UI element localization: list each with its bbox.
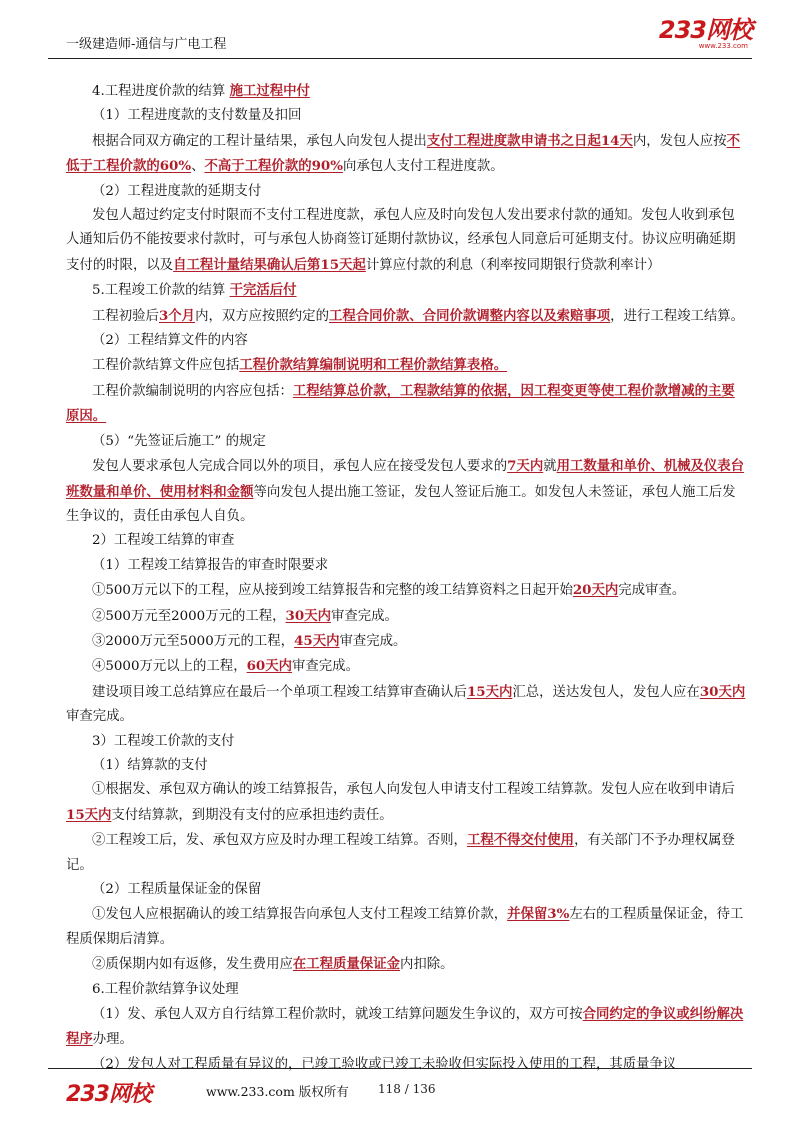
- section-heading: 5.工程竣工价款的结算 干完活后付: [92, 282, 297, 299]
- logo-text: 233网校: [658, 16, 752, 44]
- document-body: [66, 79, 746, 1077]
- subheading: （2）工程结算文件的内容: [92, 333, 248, 349]
- paragraph: 建设项目竣工总结算应在最后一个单项工程竣工结算审查确认后15天内汇总，送达发包人，发包人应在30天内审查完成。: [66, 683, 746, 725]
- paragraph: （1）发、承包人双方自行结算工程价款时，就竣工结算问题发生争议的，双方可按合同约定的争议或纠纷解决程序办理。: [66, 1006, 744, 1048]
- list-item: ②500万元至2000万元的工程，30天内审查完成。: [92, 607, 398, 624]
- subheading: （1）结算款的支付: [92, 757, 208, 773]
- list-item: ③2000万元至5000万元的工程，45天内审查完成。: [92, 632, 407, 649]
- paragraph: 工程初验后3个月内，双方应按照约定的工程合同价款、合同价款调整内容以及索赔事项，进行工程竣工结算。: [92, 307, 745, 324]
- section-heading: 4.工程进度价款的结算 施工过程中付: [92, 83, 310, 99]
- brand-logo: [659, 18, 752, 50]
- paragraph: ②质保期内如有返修，发生费用应在工程质量保证金内扣除。: [92, 956, 454, 973]
- paragraph: 工程价款结算文件应包括工程价款结算编制说明和工程价款结算表格。: [92, 357, 508, 374]
- subheading: （2）工程进度款的延期支付: [92, 183, 262, 199]
- subheading: （1）工程进度款的支付数量及扣回: [92, 108, 302, 124]
- page-header: [48, 16, 752, 59]
- paragraph: ①根据发、承包双方确认的竣工结算报告，承包人向发包人申请支付工程竣工结算款。发包人应在收到申请后15天内支付结算款，到期没有支付的应承担违约责任。: [66, 782, 735, 823]
- paragraph: ②工程竣工后，发、承包双方应及时办理工程竣工结算。否则，工程不得交付使用，有关部门不予办理权属登记。: [66, 832, 735, 873]
- section-heading: 3）工程竣工价款的支付: [92, 733, 235, 749]
- footer-copyright: www.233.com 版权所有: [206, 1084, 349, 1099]
- list-item: ④5000万元以上的工程，60天内审查完成。: [92, 658, 359, 675]
- paragraph: 发包人超过约定支付时限而不支付工程进度款，承包人应及时向发包人发出要求付款的通知。发包人收到承包人通知后仍不能按要求付款时，可与承包人协商签订延期付款协议，经承包人同意后可延期支付。协议应明确延期支付的时限，以及自工程计量结果确认后第15天起计算应付款的利息（利率按同期银行贷款利率计）: [66, 208, 736, 273]
- header-title: 一级建造师-通信与广电工程: [66, 37, 227, 52]
- section-heading: 2）工程竣工结算的审查: [92, 533, 235, 549]
- subheading: （2）工程质量保证金的保留: [92, 882, 262, 897]
- page-footer: [48, 1068, 752, 1109]
- logo-site: www.233.com: [698, 42, 748, 50]
- paragraph: ①发包人应根据确认的竣工结算报告向承包人支付工程竣工结算价款，并保留3%左右的工程质量保证金，待工程质保期后清算。: [66, 906, 744, 947]
- subheading: （5）“先签证后施工” 的规定: [92, 433, 266, 449]
- page-number: 118 / 136: [378, 1082, 436, 1096]
- list-item: ①500万元以下的工程，应从接到竣工结算报告和完整的竣工结算资料之日起开始20天内完成审查。: [92, 582, 686, 599]
- section-heading: 6.工程价款结算争议处理: [92, 981, 239, 997]
- footer-logo: 233网校: [66, 1082, 151, 1107]
- paragraph: （2）发包人对工程质量有异议的，已竣工验收或已竣工未验收但实际投入使用的工程，其质量争议: [92, 1056, 677, 1072]
- subheading: （1）工程竣工结算报告的审查时限要求: [92, 557, 329, 573]
- paragraph: 工程价款编制说明的内容应包括：工程结算总价款，工程款结算的依据，因工程变更等使工程价款增减的主要原因。: [66, 382, 735, 425]
- paragraph: 根据合同双方确定的工程计量结果，承包人向发包人提出支付工程进度款申请书之日起14天内，发包人应按不低于工程价款的60%、不高于工程价款的90%向承包人支付工程进度款。: [66, 132, 740, 175]
- paragraph: 发包人要求承包人完成合同以外的项目，承包人应在接受发包人要求的7天内就用工数量和单价、机械及仪表台班数量和单价、使用材料和金额等向发包人提出施工签证，发包人签证后施工。如发包人未签证，承包人施工后发生争议的，责任由承包人自负。: [66, 458, 745, 524]
